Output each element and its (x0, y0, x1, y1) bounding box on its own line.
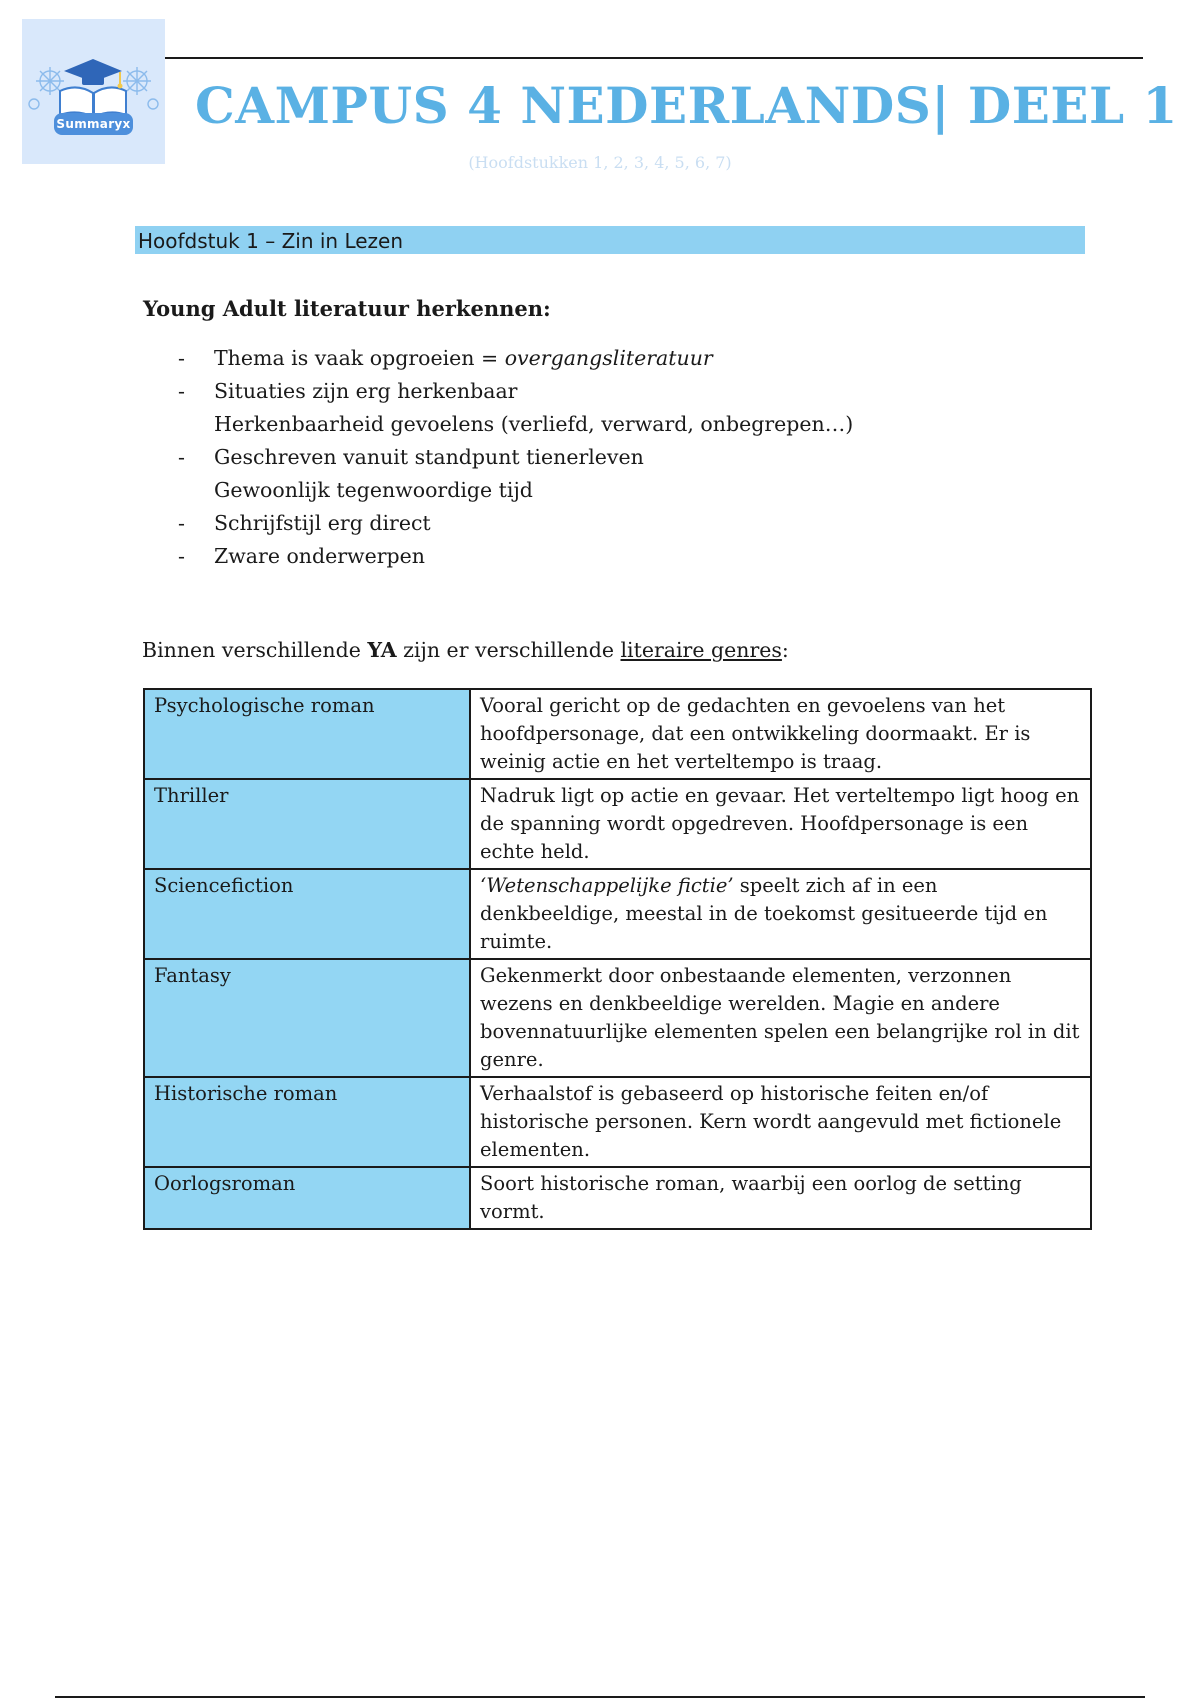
genre-description: Gekenmerkt door onbestaande elementen, verzonnen wezens en denkbeeldige werelden. Magie en andere bovennatuurlijke elementen spelen een belangrijke rol in dit genre. (470, 959, 1091, 1077)
intro-text: : (781, 638, 789, 662)
bullet-marker: - (178, 346, 185, 370)
feature-list (178, 342, 1078, 573)
genre-table (143, 688, 1092, 1230)
bullet-marker: - (178, 544, 185, 568)
list-item (178, 375, 1078, 441)
list-item-line (214, 342, 1078, 375)
section-heading: Young Adult literatuur herkennen: (143, 296, 551, 321)
document-title: CAMPUS 4 NEDERLANDS| DEEL 1 (195, 76, 1178, 135)
genre-description: Verhaalstof is gebaseerd op historische feiten en/of historische personen. Kern wordt aangevuld met fictionele elementen. (470, 1077, 1091, 1167)
list-item-line: Geschreven vanuit standpunt tienerleven (214, 445, 644, 469)
list-item-line: Herkenbaarheid gevoelens (verliefd, verward, onbegrepen…) (214, 412, 854, 436)
bullet-marker: - (178, 511, 185, 535)
genre-description: Soort historische roman, waarbij een oorlog de setting vormt. (470, 1167, 1091, 1229)
table-row (144, 779, 1091, 869)
bullet-marker: - (178, 445, 185, 469)
header-rule (165, 57, 1143, 59)
intro-text: zijn er verschillende (396, 638, 621, 662)
bullet-marker: - (178, 379, 185, 403)
footer-rule (55, 1696, 1145, 1698)
table-row (144, 869, 1091, 959)
table-row (144, 959, 1091, 1077)
list-item-line: Situaties zijn erg herkenbaar (214, 379, 518, 403)
list-item-line: Schrijfstijl erg direct (214, 511, 431, 535)
genre-name: Historische roman (144, 1077, 470, 1167)
genre-name: Thriller (144, 779, 470, 869)
genre-name: Sciencefiction (144, 869, 470, 959)
document-subtitle: (Hoofdstukken 1, 2, 3, 4, 5, 6, 7) (468, 153, 732, 172)
list-item (178, 342, 1078, 375)
list-item (178, 441, 1078, 507)
list-item (178, 507, 1078, 540)
chapter-heading: Hoofdstuk 1 – Zin in Lezen (138, 229, 404, 253)
genre-name: Oorlogsroman (144, 1167, 470, 1229)
list-item-line: Gewoonlijk tegenwoordige tijd (214, 478, 533, 502)
list-item (178, 540, 1078, 573)
genre-description: ‘Wetenschappelijke fictie’ speelt zich af in een denkbeeldige, meestal in de toekomst gesitueerde tijd en ruimte. (470, 869, 1091, 959)
list-item-emphasis: overgangsliteratuur (504, 346, 713, 370)
chapter-heading-bar (135, 226, 1085, 254)
logo-text: Summaryx (56, 117, 131, 131)
table-row (144, 689, 1091, 779)
intro-bold: YA (367, 638, 397, 662)
graduation-book-icon (22, 19, 165, 164)
table-row (144, 1077, 1091, 1167)
table-row (144, 1167, 1091, 1229)
list-item-line: Zware onderwerpen (214, 544, 425, 568)
genre-description: Vooral gericht op de gedachten en gevoelens van het hoofdpersonage, dat een ontwikkeling doormaakt. Er is weinig actie en het verteltempo is traag. (470, 689, 1091, 779)
list-item-text: Thema is vaak opgroeien = (214, 346, 505, 370)
genre-name: Psychologische roman (144, 689, 470, 779)
genre-intro (142, 638, 789, 662)
genre-description: Nadruk ligt op actie en gevaar. Het verteltempo ligt hoog en de spanning wordt opgedreven. Hoofdpersonage is een echte held. (470, 779, 1091, 869)
summaryx-logo (22, 19, 165, 164)
intro-underlined: literaire genres (620, 638, 782, 662)
intro-text: Binnen verschillende (142, 638, 368, 662)
genre-name: Fantasy (144, 959, 470, 1077)
